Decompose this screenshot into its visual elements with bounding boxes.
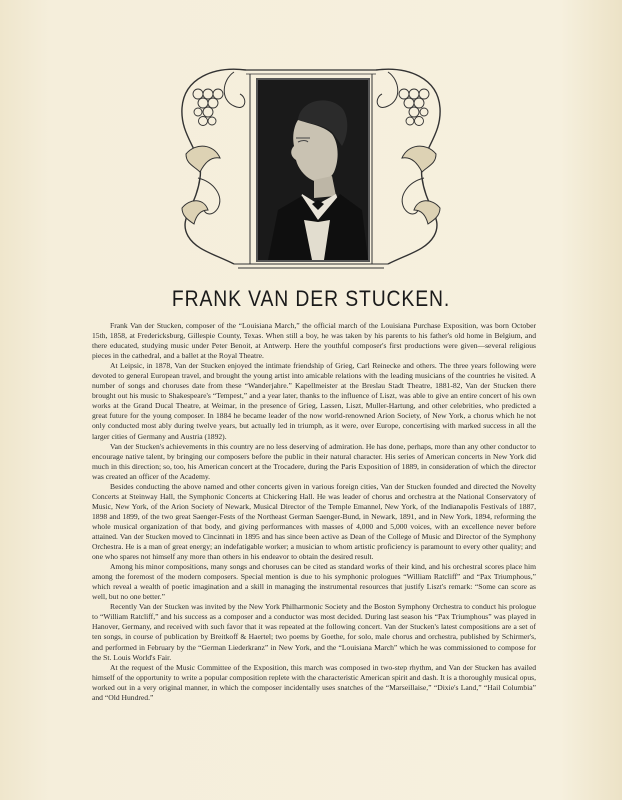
- page-title: FRANK VAN DER STUCKEN.: [171, 286, 451, 311]
- portrait-photo: [256, 78, 370, 262]
- paragraph: Besides conducting the above named and other concerts given in various foreign cities, Van der Stucken founded and directed the Novelty Concerts at Steinway Hall, the Symphonic Concerts at Chickering Hall. He was leader of chorus and orchestra at the National Conservatory of Music, New York, of the Arion Society of Newark, Musical Director of the Temple Emannel, New York, of the Indianapolis Festivals of 1887, 1898 and 1899, of the two great Saenger-Fests of the Northeast German Saenger-Bund, in Newark, 1891, and in New York, 1894, reforming the whole musical organization of that body, and giving performances with masses of 4,000 and 5,000 voices, with an excellence never before attained. Van der Stucken moved to Cincinnati in 1895 and has since been active as Dean of the College of Music and Director of the Symphony Orchestra. He is a man of great energy; an indefatigable worker; a musician to whom artistic proficiency is paramount to every other quality; and one who spares not himself any more than others in his endeavor to obtain the desired result.: [92, 481, 536, 562]
- paragraph: Recently Van der Stucken was invited by the New York Philharmonic Society and the Boston Symphony Orchestra to conduct his prologue to “William Ratcliff,” and his success as a composer and a conductor was most decided. During last season his “Pax Triumphous” was played in Hanover, Germany, and received with such favor that it was repeated at the following concert. Van der Stucken's latest compositions are a set of ten songs, in course of publication by Breitkoff & Haertel; two poems by Goethe, for solo, male chorus and orchestra, published by Schirmer's, and performed in February by the “German Liederkranz” in New York, and the “Louisiana March” which he was commissioned to compose for the St. Louis World's Fair.: [92, 602, 536, 662]
- paragraph: At Leipsic, in 1878, Van der Stucken enjoyed the intimate friendship of Grieg, Carl Reinecke and others. The three years following were devoted to general European travel, and brought the young artist into amicable relations with the leading musicians of the countries he visited. A number of songs and choruses date from these “Wanderjahre.” Kapellmeister at the Breslau Stadt Theatre, 1881-82, Van der Stucken there brought out his music to Shakespeare's “Tempest,” and a year later, thanks to the influence of Liszt, was able to give an entire concert of his own works at the Grand Ducal Theatre, at Weimar, in the presence of Grieg, Lassen, Liszt, Muller-Hartung, and other celebrities, who predicted a great future for the young composer. In 1884 he became leader of the now world-renowned Arion Society, of New York, a chorus which he not only conducted most ably during twelve years, but actually led in triumph, as it were, over Europe, concertising with marked success in all the larger cities of Germany and Austria (1892).: [92, 361, 536, 441]
- paragraph: Van der Stucken's achievements in this country are no less deserving of admiration. He has done, perhaps, more than any other conductor to encourage native talent, by bringing our composers before the public in their natural character. His series of American concerts in New York did much in this direction; so, too, his American concert at the Trocadere, during the Paris Exposition of 1889, in consideration of which the director was created an officer of the Academy.: [92, 441, 536, 481]
- paragraph: Frank Van der Stucken, composer of the “Louisiana March,” the official march of the Louisiana Purchase Exposition, was born October 15th, 1858, at Fredericksburg, Gillespie County, Texas. When still a boy, he was taken by his parents to his father's old home in Belgium, and there educated, studying music under Peter Benoit, at Antwerp. Here the youthful composer's first productions were given—several religious pieces in the cathedral, and a ballet at the Royal Theatre.: [92, 321, 536, 361]
- decorative-frame: [174, 58, 448, 272]
- paragraph: At the request of the Music Committee of the Exposition, this march was composed in two-step rhythm, and Van der Stucken has availed himself of the opportunity to write a popular composition replete with the characteristic American spirit and dash. It is a thoroughly musical opus, worked out in a very original manner, in which the composer incidentally uses snatches of the “Marseillaise,” “Dixie's Land,” “Hail Columbia” and “Old Hundred.”: [92, 662, 536, 702]
- article-body: [92, 321, 536, 703]
- paragraph: Among his minor compositions, many songs and choruses can be cited as standard works of their kind, and his orchestral scores place him among the foremost of the modern composers. Special mention is due to his symphonic prologues “William Ratcliff” and “Pax Triumphous,” which reveal a wealth of poetic imagination and a skill in managing the instrumental resources that justify Liszt's remark: “Some can score as well, but no one better.”: [92, 562, 536, 602]
